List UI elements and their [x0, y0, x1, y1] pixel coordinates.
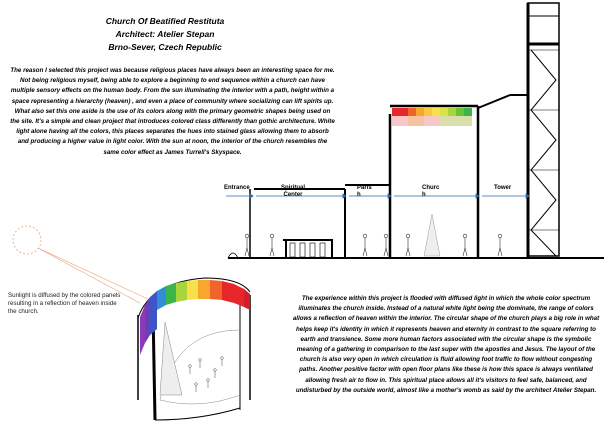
- label-parish: Parish: [357, 185, 372, 198]
- experience-paragraph: The experience within this project is flooded with diffused light in which the whole color spectrum illuminates the church inside. Instead of a natural white light being the dominate, the range of colors allows a reflection of heaven within the interior. The circular shape of the church plays a big role in what helps keep it's identity in which it represents heaven and eternity in contrast to the square referring to earth and transience. Some more human factors associated with the circular shape is the symbolic meaning of a gathering in comparison to the last super with the apostles and Jesus. The layout of the church is also very open in which circulation is fluid allowing foot traffic to flow without congesting paths. Another positive factor with open floor plans like these is how this space is always ventilated allowing fresh air to flow in. This spiritual place allows all it's visitors to feel safe, balanced, and undisturbed by the outside world, almost like a mother's womb as said by the architect Atelier Stepan.: [292, 295, 600, 394]
- church-axonometric: [138, 278, 250, 420]
- label-tower: Tower: [494, 185, 512, 191]
- location-line: Brno-Sever, Czech Republic: [108, 42, 222, 52]
- intro-paragraph: The reason I selected this project was because religious places have always been an interesting space for me. Not being religious myself, being able to explore a beginning to end sequence within a church can have multiple sensory effects on the human body. From the sun illuminating the interior with a path, height within a space representing a hierarchy (heaven) , and even a place of community where socializing can lift spirits up. What also set this one aside is the use of its colors along with the primary geometric shapes being used on the site. It's a simple and clean project that introduces colored class differently than gothic architecture. White light alone having all the colors, this places separates the hues into stained glass allowing them to absorb and producing a higher value in light color. With the sun at noon, the interior of the church resembles the same color effect as James Turrell's Skyspace.: [10, 67, 335, 156]
- label-entrance: Entrance: [224, 185, 250, 191]
- label-church: Church: [422, 185, 440, 198]
- sun-icon: [13, 226, 41, 254]
- project-title: Church Of Beatified Restituta: [105, 16, 225, 26]
- stained-glass-band: [392, 108, 472, 126]
- architect-line: Architect: Atelier Stepan: [115, 29, 215, 39]
- diagram-note: Sunlight is diffused by the colored panels resulting in a reflection of heaven inside the church.: [8, 292, 121, 315]
- label-spiritual-center: Spiritual Center: [280, 185, 305, 198]
